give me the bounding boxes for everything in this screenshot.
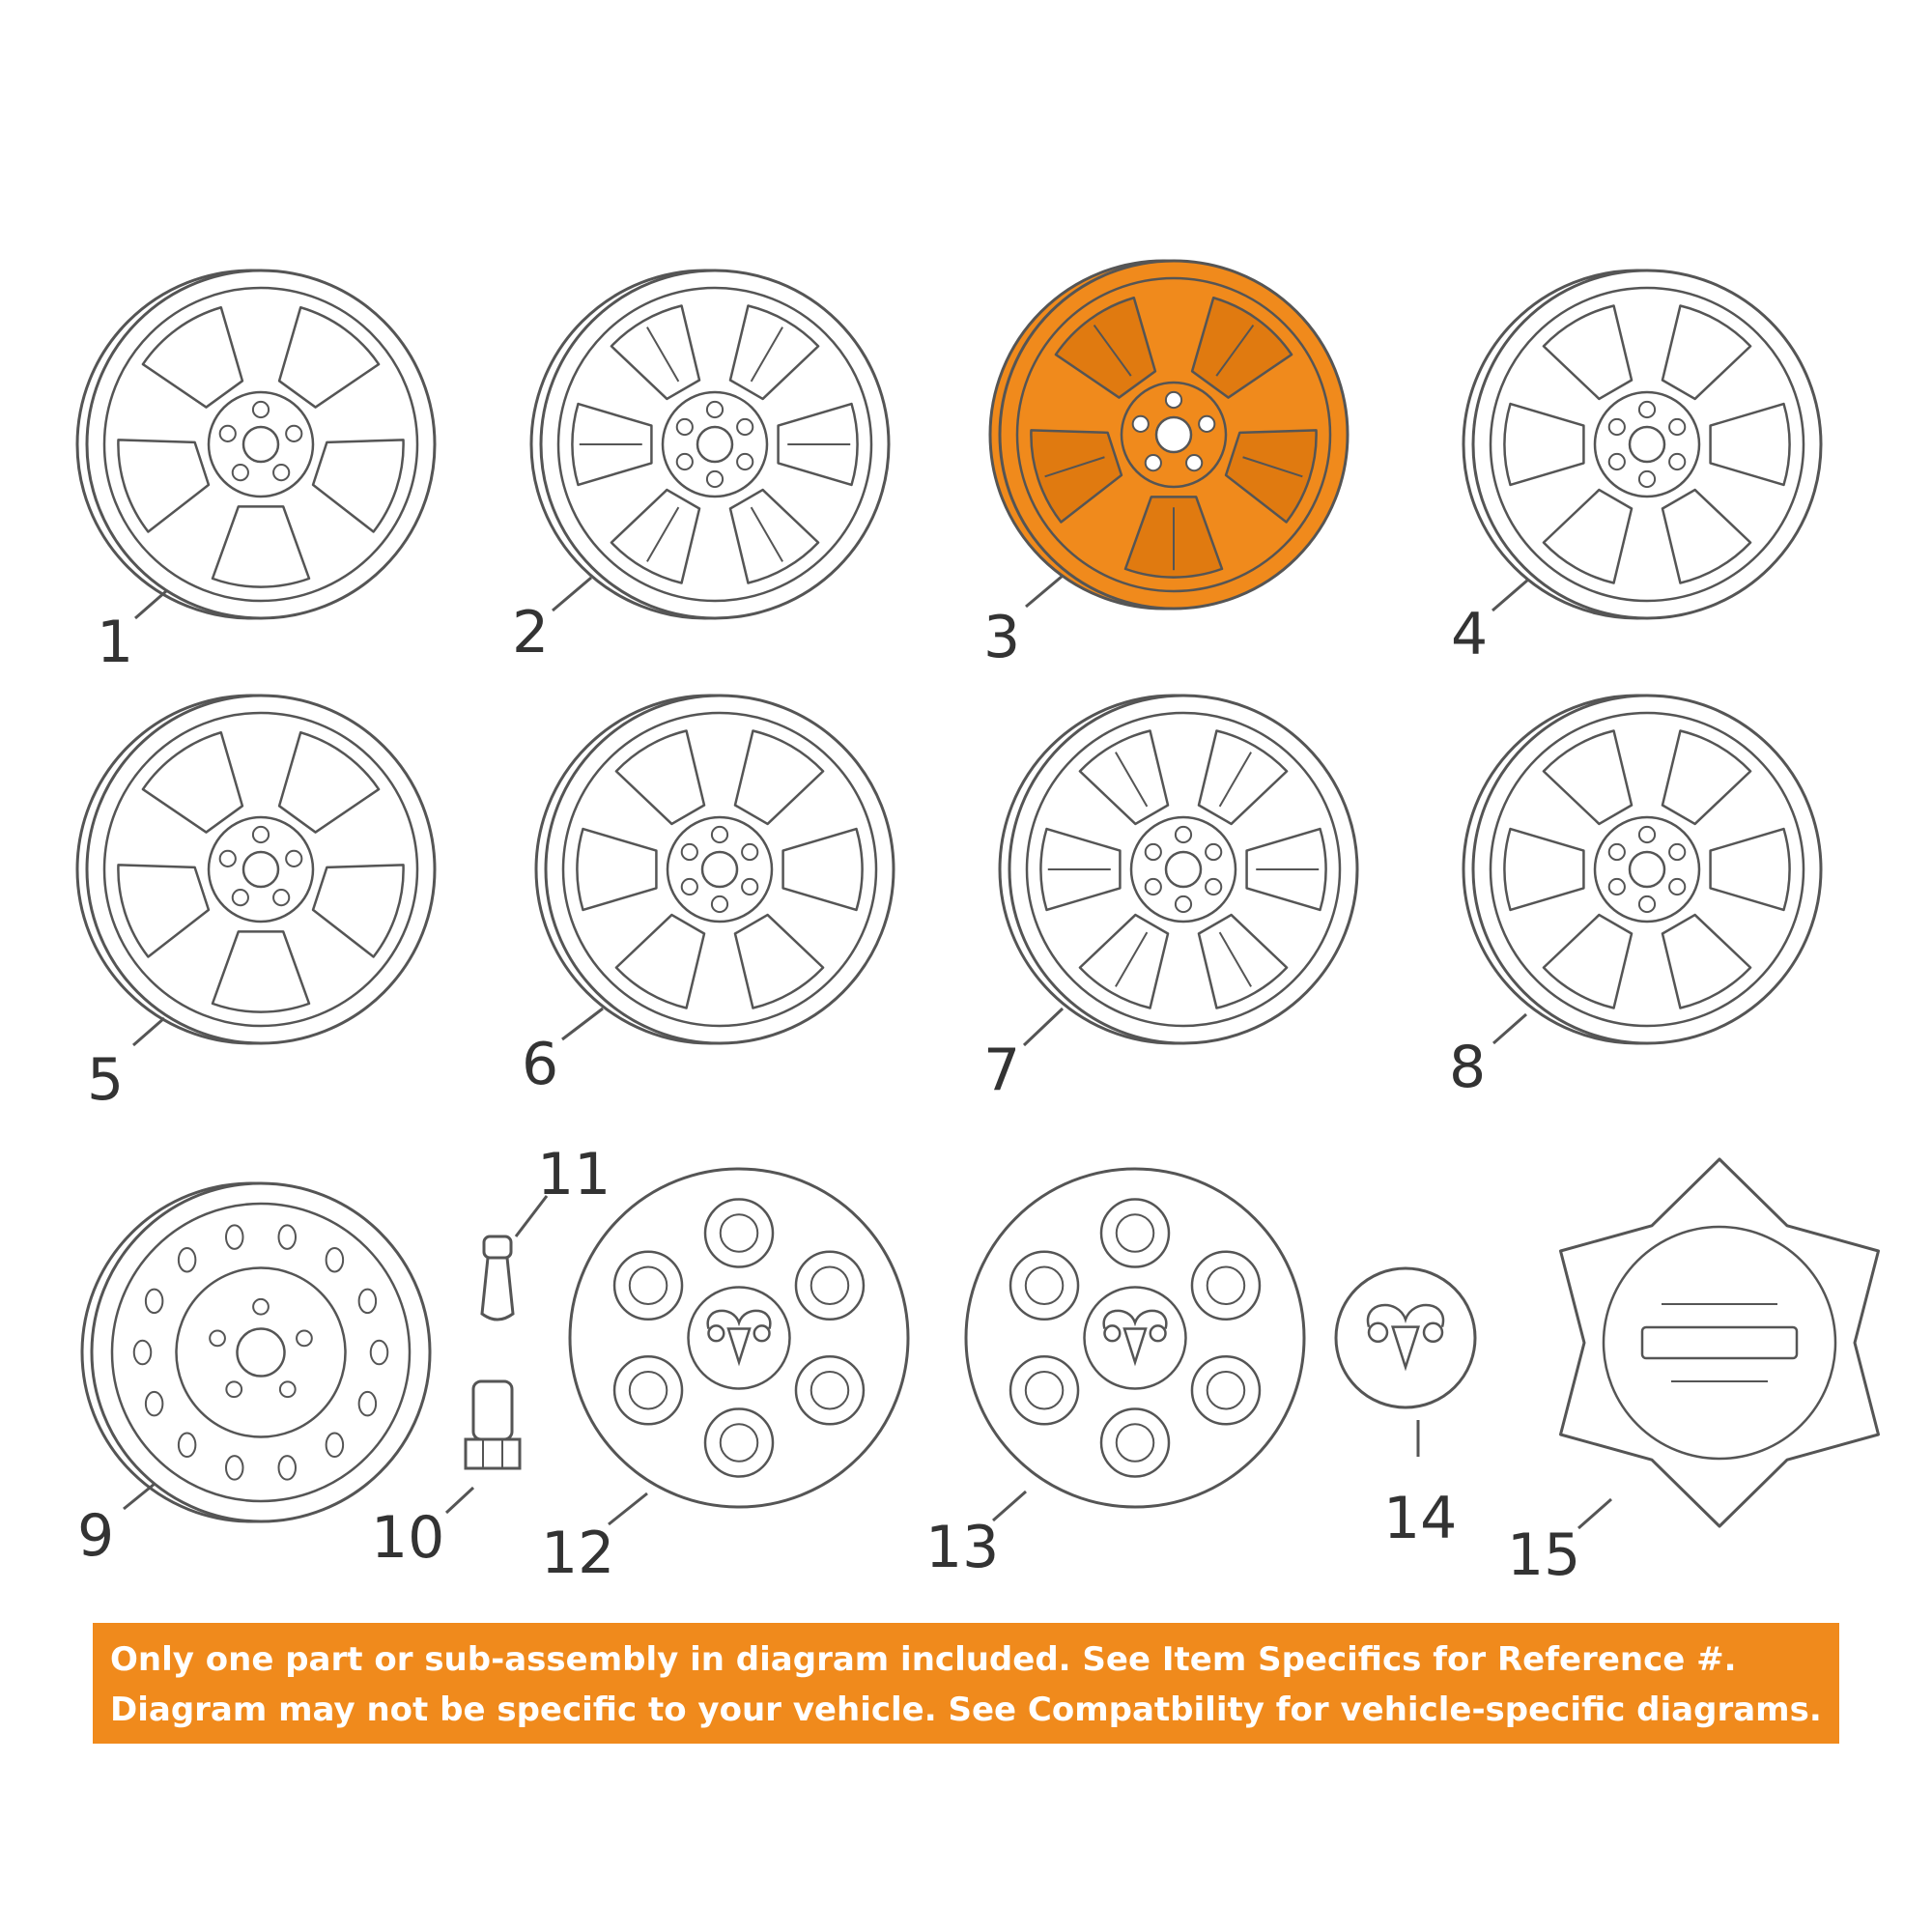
leader-line-1 — [135, 591, 166, 618]
center-cap-part-13 — [966, 1169, 1304, 1507]
cap-lug-inner — [630, 1372, 668, 1409]
lug-hole — [1199, 416, 1214, 432]
cap-lug-inner — [1026, 1267, 1064, 1305]
cap-lug-inner — [721, 1424, 758, 1462]
valve-body — [482, 1258, 513, 1320]
wheel-part-8 — [1463, 696, 1821, 1043]
callout-label-4: 4 — [1451, 601, 1489, 668]
cap-lug-inner — [811, 1372, 849, 1409]
lug-hole — [280, 1381, 296, 1397]
callout-label-10: 10 — [371, 1504, 445, 1572]
leader-line-5 — [133, 1018, 164, 1045]
cap-lug-inner — [1208, 1267, 1245, 1305]
callout-label-8: 8 — [1449, 1034, 1487, 1101]
lug-hole — [233, 890, 248, 905]
lug-hole — [226, 1381, 242, 1397]
valve-stem-part-11 — [482, 1236, 513, 1320]
lug-hole — [1639, 827, 1655, 842]
lug-hole — [742, 844, 757, 860]
cap-nameplate — [1642, 1327, 1797, 1358]
vent-hole — [226, 1225, 243, 1249]
lug-nut-cap — [473, 1381, 512, 1439]
cap-lug-inner — [630, 1267, 668, 1305]
wheel-part-2 — [531, 270, 889, 618]
lug-hole — [682, 879, 697, 895]
wheel-part-4 — [1463, 270, 1821, 618]
callout-label-15: 15 — [1507, 1521, 1581, 1589]
vent-hole — [226, 1456, 243, 1480]
wheel-part-6 — [536, 696, 894, 1043]
leader-line-9 — [124, 1484, 155, 1509]
lug-hole — [742, 879, 757, 895]
leader-line-7 — [1024, 1009, 1063, 1045]
lug-hole — [1206, 844, 1221, 860]
lug-hole — [253, 827, 269, 842]
vent-hole — [279, 1225, 297, 1249]
wheel-part-5 — [77, 696, 435, 1043]
lug-hole — [210, 1331, 225, 1347]
lug-hole — [1609, 879, 1625, 895]
lug-hole — [297, 1331, 312, 1347]
lug-hole — [707, 471, 723, 487]
callout-label-2: 2 — [512, 599, 550, 667]
leader-line-6 — [562, 1009, 603, 1039]
cap-lug-inner — [1117, 1424, 1154, 1462]
center-cap-part-14 — [1336, 1268, 1475, 1407]
lug-hole — [1133, 416, 1149, 432]
lug-hole — [1186, 455, 1202, 470]
callout-label-6: 6 — [522, 1031, 559, 1098]
leader-line-2 — [553, 578, 591, 611]
callout-label-13: 13 — [925, 1514, 1000, 1581]
lug-nut-part-10 — [466, 1381, 520, 1468]
cap-center — [1085, 1288, 1186, 1389]
hub-center — [1630, 852, 1664, 887]
leader-line-15 — [1578, 1499, 1611, 1528]
lug-hole — [286, 851, 301, 867]
callout-label-9: 9 — [77, 1502, 115, 1570]
callout-label-7: 7 — [983, 1037, 1021, 1104]
vent-hole — [359, 1392, 377, 1416]
center-cap-part-12 — [570, 1169, 908, 1507]
valve-cap — [484, 1236, 511, 1258]
center-cap-part-15 — [1561, 1159, 1879, 1526]
vent-hole — [179, 1434, 196, 1458]
vent-hole — [327, 1248, 344, 1272]
callout-label-12: 12 — [541, 1520, 615, 1587]
lug-hole — [1669, 454, 1685, 469]
lug-hole — [1166, 392, 1181, 408]
lug-hole — [273, 465, 289, 480]
lug-hole — [1609, 419, 1625, 435]
lug-hole — [1669, 419, 1685, 435]
lug-hole — [1609, 454, 1625, 469]
cap-lug-inner — [1208, 1372, 1245, 1409]
lug-hole — [1176, 827, 1191, 842]
lug-nut-hex — [466, 1439, 520, 1468]
lug-hole — [737, 454, 753, 469]
lug-hole — [707, 402, 723, 417]
lug-hole — [253, 1299, 269, 1315]
callout-label-3: 3 — [983, 604, 1021, 671]
hub-center — [697, 427, 732, 462]
disclaimer-line-1: Only one part or sub-assembly in diagram included. See Item Specifics for Reference #. — [110, 1640, 1737, 1679]
lug-hole — [712, 896, 727, 912]
leader-line-3 — [1026, 576, 1063, 607]
cap-lug-inner — [1026, 1372, 1064, 1409]
vent-hole — [371, 1341, 388, 1365]
lug-hole — [1176, 896, 1191, 912]
hub-center — [243, 852, 278, 887]
lug-hole — [712, 827, 727, 842]
lug-hole — [1146, 455, 1161, 470]
lug-hole — [273, 890, 289, 905]
vent-hole — [179, 1248, 196, 1272]
lug-hole — [1669, 844, 1685, 860]
hub-center — [1166, 852, 1201, 887]
lug-hole — [677, 454, 693, 469]
lug-hole — [220, 426, 236, 441]
lug-hole — [286, 426, 301, 441]
vent-hole — [134, 1341, 152, 1365]
leader-line-8 — [1493, 1014, 1526, 1043]
lug-hole — [233, 465, 248, 480]
lug-hole — [1669, 879, 1685, 895]
lug-hole — [1639, 402, 1655, 417]
lug-hole — [1639, 896, 1655, 912]
hub-center — [702, 852, 737, 887]
lug-hole — [1639, 471, 1655, 487]
cap-lug-inner — [721, 1214, 758, 1252]
hub-center — [243, 427, 278, 462]
cap-lug-inner — [811, 1267, 849, 1305]
wheel-part-7 — [1000, 696, 1357, 1043]
leader-line-4 — [1492, 580, 1528, 611]
hub-center — [1156, 417, 1191, 452]
lug-hole — [677, 419, 693, 435]
cap-center — [689, 1288, 790, 1389]
hub — [238, 1329, 285, 1377]
lug-hole — [1146, 879, 1161, 895]
lug-hole — [682, 844, 697, 860]
vent-hole — [279, 1456, 297, 1480]
lug-hole — [1206, 879, 1221, 895]
leader-line-10 — [446, 1488, 473, 1513]
callout-label-1: 1 — [97, 609, 134, 676]
vent-hole — [146, 1392, 163, 1416]
wheel-part-3 — [990, 261, 1348, 609]
disclaimer-banner — [93, 1623, 1839, 1744]
callout-label-11: 11 — [537, 1141, 611, 1208]
cap-lug-inner — [1117, 1214, 1154, 1252]
vent-hole — [327, 1434, 344, 1458]
callout-label-14: 14 — [1383, 1485, 1458, 1552]
hub-center — [1630, 427, 1664, 462]
wheel-part-9 — [82, 1183, 430, 1521]
lug-hole — [737, 419, 753, 435]
vent-hole — [359, 1290, 377, 1314]
callout-label-5: 5 — [87, 1046, 125, 1114]
lug-hole — [1609, 844, 1625, 860]
lug-hole — [1146, 844, 1161, 860]
lug-hole — [220, 851, 236, 867]
cap-body — [1336, 1268, 1475, 1407]
disclaimer-line-2: Diagram may not be specific to your vehicle. See Compatbility for vehicle-specific diagrams. — [110, 1690, 1822, 1729]
vent-hole — [146, 1290, 163, 1314]
lug-hole — [253, 402, 269, 417]
wheel-part-1 — [77, 270, 435, 618]
